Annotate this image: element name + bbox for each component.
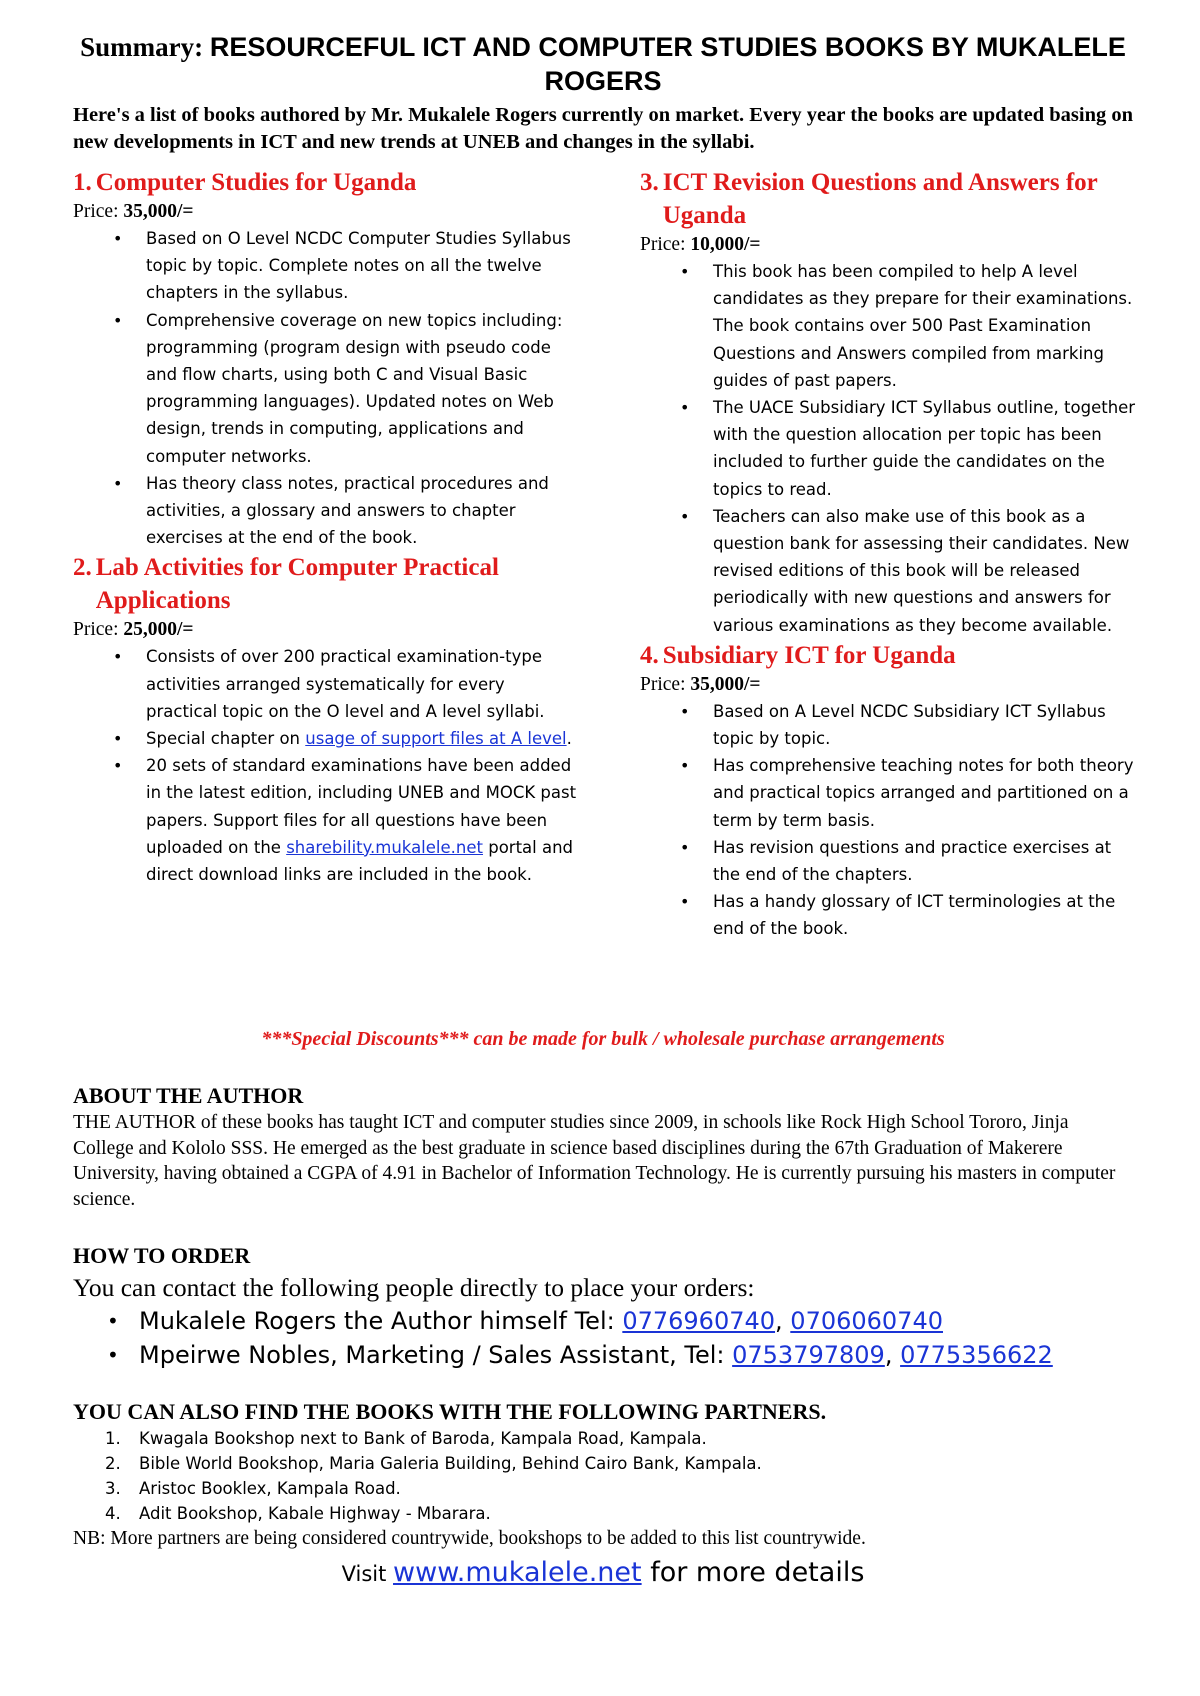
bullet-icon: • [680,262,690,281]
book-1 [73,166,578,551]
item-number: 1. [105,1429,121,1448]
list-item [73,225,578,307]
book-title [73,166,578,199]
list-item-text: 20 sets of standard examinations have been added in the latest edition, including UNEB and MOCK past papers. Support files for all questions have been uploaded on the [146,756,577,857]
book-title-text: Subsidiary ICT for Uganda [662,641,956,669]
bullet-icon: • [107,1343,119,1367]
contact-text: Mukalele Rogers the Author himself Tel: [139,1307,623,1335]
visit-footer [73,1556,1133,1591]
list-item [640,834,1140,888]
about-section [73,1082,1133,1212]
intro-text: Here's a list of books authored by Mr. Mukalele Rogers currently on market. Every year the books are updated basing on new developments in ICT and new trends at UNEB and changes in the syllabi. [73,104,1133,153]
book-bullets [73,643,578,888]
list-item-text: . [566,729,572,749]
support-files-link[interactable]: usage of support files at A level [305,729,567,749]
bullet-icon: • [113,729,123,749]
list-item-text: The UACE Subsidiary ICT Syllabus outline, together with the question allocation per topic has been included to further guide the candidates on the topics to read. [713,398,1136,499]
list-item-text: Based on A Level NCDC Subsidiary ICT Syllabus topic by topic. [713,701,1106,749]
phone-link[interactable]: 0753797809 [732,1341,885,1369]
contact-list [73,1304,1133,1372]
order-heading: HOW TO ORDER [73,1243,251,1268]
list-item-text: Bible World Bookshop, Maria Galeria Building, Behind Cairo Bank, Kampala. [139,1454,762,1473]
book-3 [640,166,1140,639]
flyer-page [73,30,1136,1591]
discount-note: ***Special Discounts*** can be made for bulk / wholesale purchase arrangements [261,1028,945,1050]
item-number: 4. [105,1504,121,1523]
book-bullets [640,258,1140,639]
list-item [640,698,1140,752]
item-number: 3. [105,1479,121,1498]
title-main: RESOURCEFUL ICT AND COMPUTER STUDIES BOOKS BY MUKALELE ROGERS [209,32,1126,96]
list-item-text: portal and direct download links are included in the book. [146,837,574,885]
book-title [73,551,578,617]
bullet-icon: • [107,1309,119,1333]
price-label: Price: [73,201,124,222]
book-price [73,617,578,643]
list-item [640,394,1140,503]
bullet-icon: • [113,647,123,667]
list-item-text: Aristoc Booklex, Kampala Road. [139,1479,401,1498]
list-item [73,1451,1133,1476]
phone-link[interactable]: 0776960740 [622,1307,776,1335]
price-value: 10,000/= [690,234,761,255]
list-item [640,503,1140,639]
book-price [640,672,1140,698]
list-item-text: Has comprehensive teaching notes for both theory and practical topics arranged and partitioned on a term by term basis. [713,756,1134,830]
list-item-text: Has a handy glossary of ICT terminologies at the end of the book. [713,892,1116,939]
list-item-text: Kwagala Bookshop next to Bank of Baroda, Kampala Road, Kampala. [139,1429,707,1448]
page-title [73,30,1133,98]
bullet-icon: • [680,756,690,776]
price-label: Price: [640,234,691,255]
separator: , [884,1341,901,1369]
right-column [640,166,1140,943]
book-title [640,166,1140,232]
list-item [73,752,578,888]
list-item-text: Special chapter on [146,729,306,749]
list-item [73,725,578,752]
separator: , [775,1307,791,1335]
order-lead: You can contact the following people directly to place your orders: [73,1273,755,1302]
list-item [73,643,578,725]
sharebility-link[interactable]: sharebility.mukalele.net [286,837,483,857]
list-item [640,258,1140,394]
bullet-icon: • [680,506,690,526]
price-value: 35,000/= [690,673,761,695]
bullet-icon: • [113,229,123,248]
partners-list [73,1426,1133,1526]
bullet-icon: • [680,701,690,721]
list-item-text: Teachers can also make use of this book as a question bank for assessing their candidates. New revised editions of this book will be released periodically with new questions and answers for various examinations as they become available. [713,506,1130,635]
website-link[interactable]: www.mukalele.net [393,1556,642,1588]
list-item [73,1338,1133,1372]
about-text: THE AUTHOR of these books has taught ICT and computer studies since 2009, in schools like Rock High School Tororo, Jinja College and Kololo SSS. He emerged as the best graduate in science based disciplines during the 67th Graduation of Makerere University, having obtained a CGPA of 4.91 in Bachelor of Information Technology. He is currently pursuing his masters in computer science. [73,1112,1116,1210]
price-value: 25,000/= [123,619,194,641]
book-title-text: Lab Activities for Computer Practical Applications [95,554,499,615]
price-value: 35,000/= [123,201,194,222]
list-item [73,470,578,552]
book-price [73,199,578,225]
bullet-icon: • [113,473,123,493]
book-number: 3. [640,169,659,196]
book-2 [73,551,578,888]
list-item [73,307,578,470]
left-column [73,166,578,888]
list-item-text: Adit Bookshop, Kabale Highway - Mbarara. [139,1504,491,1523]
book-bullets [73,225,578,551]
visit-label: Visit [341,1561,394,1586]
list-item [73,1304,1133,1338]
book-title-text: Computer Studies for Uganda [95,169,417,196]
book-number: 2. [73,554,92,582]
list-item-text: This book has been compiled to help A level candidates as they prepare for their examinations. The book contains over 500 Past Examination Questions and Answers compiled from marking guides of past papers. [713,262,1133,390]
bullet-icon: • [680,892,690,912]
about-heading: ABOUT THE AUTHOR [73,1083,304,1108]
bullet-icon: • [113,310,123,330]
list-item [73,1426,1133,1451]
list-item-text: Consists of over 200 practical examination-type activities arranged systematically for every practical topic on the O level and A level syllabi. [146,647,545,721]
item-number: 2. [105,1454,121,1473]
partners-heading: YOU CAN ALSO FIND THE BOOKS WITH THE FOLLOWING PARTNERS. [73,1399,827,1424]
book-4 [640,639,1140,943]
price-label: Price: [73,619,124,641]
bullet-icon: • [680,837,690,857]
list-item-text: Has revision questions and practice exercises at the end of the chapters. [713,837,1112,885]
list-item-text: Comprehensive coverage on new topics including: programming (program design with pseudo code and flow charts, using both C and Visual Basic programming languages). Updated notes on Web design, trends in computing, applications and computer networks. [146,310,563,466]
book-title [640,639,1140,672]
book-bullets [640,698,1140,943]
phone-link[interactable]: 0775356622 [900,1341,1053,1369]
phone-link[interactable]: 0706060740 [790,1307,943,1335]
book-title-text: ICT Revision Questions and Answers for Uganda [662,169,1098,229]
list-item [640,752,1140,834]
bullet-icon: • [113,756,123,776]
partners-section [73,1398,1133,1552]
book-number: 1. [73,169,92,196]
bullet-icon: • [680,398,690,418]
price-label: Price: [640,673,691,695]
books-columns [73,166,1136,1026]
list-item [640,888,1140,942]
list-item-text: Has theory class notes, practical procedures and activities, a glossary and answers to chapter exercises at the end of the book. [146,473,549,548]
list-item [73,1476,1133,1501]
list-item-text: Based on O Level NCDC Computer Studies Syllabus topic by topic. Complete notes on all the twelve chapters in the syllabus. [146,229,571,303]
book-price [640,232,1140,258]
nb-text: NB: More partners are being considered countrywide, bookshops to be added to this list countrywide. [73,1528,866,1549]
title-lead: Summary: [80,32,210,62]
list-item [73,1501,1133,1526]
order-section [73,1242,1133,1372]
contact-text: Mpeirwe Nobles, Marketing / Sales Assistant, Tel: [139,1341,733,1369]
book-number: 4. [640,641,659,669]
visit-tail: for more details [641,1556,865,1588]
